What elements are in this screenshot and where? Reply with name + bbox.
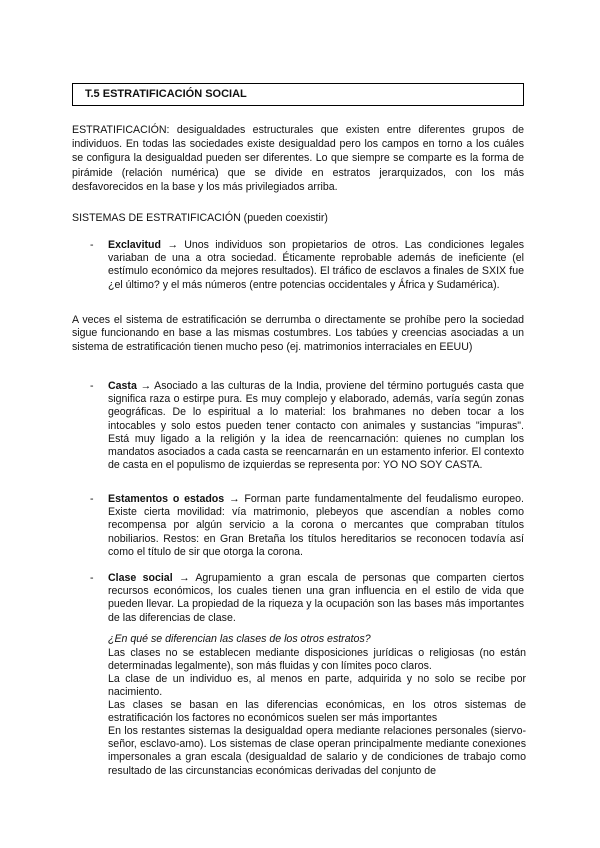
arrow: → bbox=[161, 239, 185, 251]
arrow: → bbox=[172, 572, 196, 584]
difference-1: Las clases no se establecen mediante disposiciones jurídicas o religiosas (no están determinadas legalmente), son más fluidas y con límites poco claros. bbox=[108, 647, 526, 673]
clase-text bbox=[108, 572, 524, 625]
middle-paragraph: A veces el sistema de estratificación se derrumba o directamente se prohíbe pero la sociedad sigue funcionando en base a las mismas costumbres. Los tabúes y creencias asociadas a un sistema de estratificación tienen mucho peso (ej. matrimonios interraciales en EEUU) bbox=[72, 314, 524, 353]
bullet: - bbox=[90, 380, 94, 392]
difference-2: La clase de un individuo es, al menos en parte, adquirida y no solo se recibe por nacimiento. bbox=[108, 673, 526, 699]
estamentos-body: Forman parte fundamentalmente del feudalismo europeo. Existe cierta movilidad: vía matrimonio, plebeyos que ascendían a nobles como recompensa por algún servicio a la corona o mercantes que compraban títulos nobiliarios. Restos: en Gran Bretaña los títulos hereditarios se reconocen todavía así como el título de sir que otorga la corona. bbox=[108, 493, 524, 558]
arrow: → bbox=[136, 380, 155, 392]
casta-body: Asociado a las culturas de la India, proviene del término portugués casta que significa raza o estirpe pura. Es muy complejo y elaborado, además, varía según zonas geográficas. De lo espiritual a lo material: los brahmanes no deben tocar a los intocables y solo estos pueden tener contacto con animales y sustancias "impuras". Está muy ligado a la religión y la idea de reencarnación: quienes no cumplan los mandatos asociados a cada casta se reencarnarán en un estamento inferior. El contexto de casta en el populismo de izquierdas se representa por: YO NO SOY CASTA. bbox=[108, 380, 524, 472]
esclavitud-text bbox=[108, 239, 524, 292]
esclavitud-term: Exclavitud bbox=[108, 239, 161, 251]
clase-term: Clase social bbox=[108, 572, 173, 584]
title-box bbox=[72, 83, 524, 106]
page-title: T.5 ESTRATIFICACIÓN SOCIAL bbox=[85, 88, 247, 100]
difference-4: En los restantes sistemas la desigualdad opera mediante relaciones personales (siervo-señor, esclavo-amo). Los sistemas de clase operan principalmente mediante conexiones impersonales a gran escala (desigualdad de salario y de condiciones de trabajo como resultado de las circunstancias económicas derivadas del conjunto de bbox=[108, 725, 526, 777]
intro-paragraph: ESTRATIFICACIÓN: desigualdades estructurales que existen entre diferentes grupos de individuos. En todas las sociedades existe desigualdad pero los campos en torno a los cuáles se configura la desigualdad pueden ser diferentes. Lo que siempre se comparte es la forma de pirámide (relación numérica) que se divide en estratos jerarquizados, con los más desfavorecidos en la base y los más privilegiados arriba. bbox=[72, 124, 524, 193]
esclavitud-body: Unos individuos son propietarios de otros. Las condiciones legales variaban de una a otra sociedad. Éticamente reprobable además de ineficiente (el estímulo económico da mejores resultados). El tráfico de esclavos a finales de SXIX fue ¿el último? y el más números (entre potencias occidentales y África y Sudamérica). bbox=[108, 239, 525, 291]
estamentos-term: Estamentos o estados bbox=[108, 493, 225, 505]
estamentos-text bbox=[108, 493, 524, 559]
bullet: - bbox=[90, 493, 94, 505]
systems-heading: SISTEMAS DE ESTRATIFICACIÓN (pueden coexistir) bbox=[72, 212, 328, 224]
arrow: → bbox=[224, 493, 245, 505]
clase-body: Agrupamiento a gran escala de personas que comparten ciertos recursos económicos, los cuales tienen una gran influencia en el estilo de vida que pueden llevar. La propiedad de la riqueza y la ocupación son las bases más importantes de las diferencias de clase. bbox=[108, 572, 524, 624]
casta-term: Casta bbox=[108, 380, 137, 392]
question-heading: ¿En qué se diferencian las clases de los otros estratos? bbox=[108, 633, 371, 645]
casta-text bbox=[108, 380, 524, 472]
bullet: - bbox=[90, 239, 94, 251]
bullet: - bbox=[90, 572, 94, 584]
difference-3: Las clases se basan en las diferencias económicas, en los otros sistemas de estratificación los factores no económicos suelen ser más importantes bbox=[108, 699, 526, 725]
